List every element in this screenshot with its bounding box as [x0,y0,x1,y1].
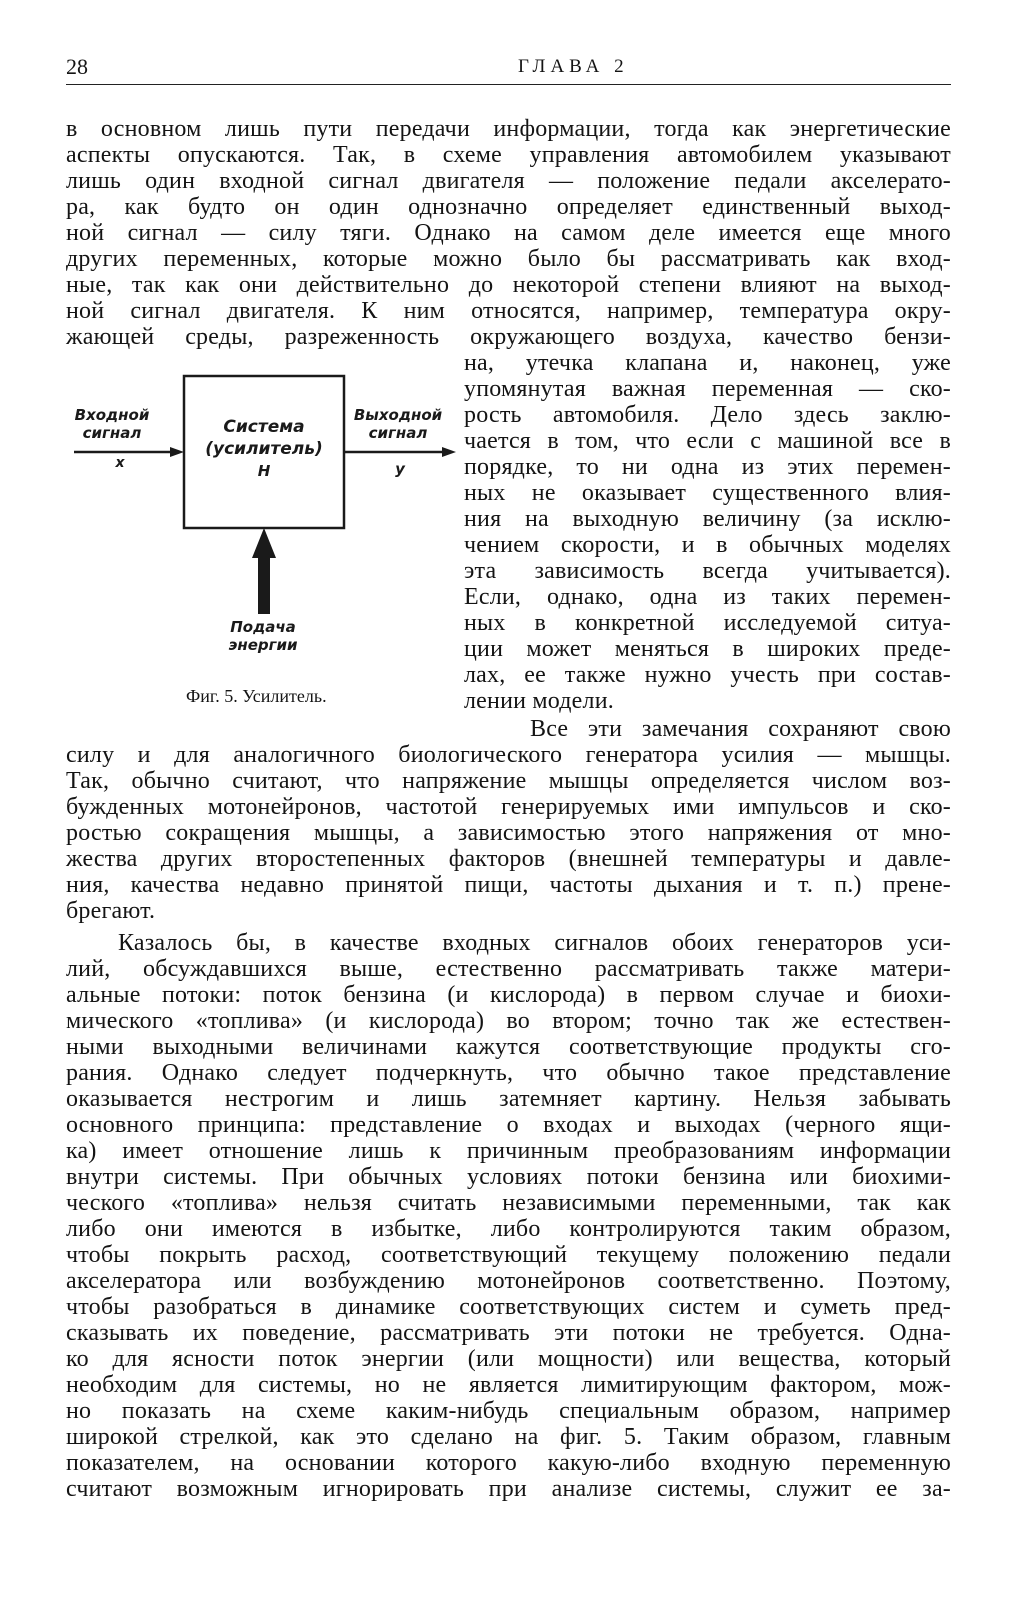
output-arrowhead [442,447,456,457]
text-line: Если, однако, одна из таких перемен- [464,584,951,610]
text-line: сказывать их поведение, рассматривать эти потоки не требуется. Одна- [66,1320,951,1346]
text-line: бужденных мотонейронов, частотой генерируемых ими импульсов и ско- [66,794,951,820]
text-line: альные потоки: поток бензина (и кислорода) в первом случае и биохи- [66,982,951,1008]
power-label-line-2: энергии [228,636,298,654]
output-label-line-1: Выходной [353,406,443,424]
page-header [66,50,951,85]
text-line: эта зависимость всегда учитывается). [464,558,951,584]
text-line: необходим для системы, но не является лимитирующим фактором, мож- [66,1372,951,1398]
figure-amplifier-diagram [66,368,458,718]
text-line: ные, так как они действительно до некоторой степени влияют на выход- [66,272,951,298]
running-head: ГЛАВА 2 [518,56,629,77]
text-line: оказывается нестрогим и лишь затемняет картину. Нельзя забывать [66,1086,951,1112]
system-label [186,416,342,482]
text-line: чается в том, что если с машиной все в [464,428,951,454]
text-line: либо они имеются в избытке, либо контролируются таким образом, [66,1216,951,1242]
text-line: но показать на схеме каким-нибудь специальным образом, например [66,1398,951,1424]
text-line: Казалось бы, в качестве входных сигналов обоих генераторов уси- [118,930,951,956]
text-line: акселератора или возбуждению мотонейронов соответственно. Поэтому, [66,1268,951,1294]
text-line: считают возможным игнорировать при анализе системы, служит ее за- [66,1476,951,1502]
text-line: основного принципа: представление о входах и выходах (черного ящи- [66,1112,951,1138]
text-line: лий, обсуждавшихся выше, естественно рассматривать также матери- [66,956,951,982]
text-line: ных в конкретной исследуемой ситуа- [464,610,951,636]
text-line: чтобы разобраться в динамике соответствующих систем и суметь пред- [66,1294,951,1320]
power-arrow-shaft [258,554,270,614]
text-line: аспекты опускаются. Так, в схеме управления автомобилем указывают [66,142,951,168]
text-line: Все эти замечания сохраняют свою [530,716,951,742]
input-label-line-1: Входной [74,406,150,424]
output-variable: y [395,460,405,478]
input-arrowhead [170,447,184,457]
system-variable: H [257,462,271,480]
text-line: чением скорости, и в обычных моделях [464,532,951,558]
text-line: широкой стрелкой, как это сделано на фиг. 5. Таким образом, главным [66,1424,951,1450]
text-line: Так, обычно считают, что напряжение мышцы определяется числом воз- [66,768,951,794]
text-line: ра, как будто он один однозначно определяет единственный выход- [66,194,951,220]
text-line: ческого «топлива» нельзя считать независимыми переменными, так как [66,1190,951,1216]
system-label-line-1: Система [223,417,305,437]
text-line: жающей среды, разреженность окружающего воздуха, качество бензи- [66,324,951,350]
page-number: 28 [66,54,88,79]
text-line: ка) имеет отношение лишь к причинным преобразованиям информации [66,1138,951,1164]
text-line: ния на выходную величину (за исклю- [464,506,951,532]
text-line: рания. Однако следует подчеркнуть, что обычно такое представление [66,1060,951,1086]
text-line: ния, качества недавно принятой пищи, частоты дыхания и т. п.) прене- [66,872,951,898]
power-arrowhead [252,528,276,558]
text-line: ко для ясности поток энергии (или мощности) или вещества, который [66,1346,951,1372]
text-line: ной сигнал — силу тяги. Однако на самом деле имеется еще много [66,220,951,246]
text-line: порядке, то ни одна из этих перемен- [464,454,951,480]
text-line: лах, ее также нужно учесть при состав- [464,662,951,688]
power-supply-label [218,618,308,654]
text-line: ных не оказывает существенного влия- [464,480,951,506]
text-line: упомянутая важная переменная — ско- [464,376,951,402]
power-label-line-1: Подача [230,618,296,636]
text-line: показателем, на основании которого какую-либо входную переменную [66,1450,951,1476]
text-line: других переменных, которые можно было бы рассматривать как вход- [66,246,951,272]
input-label [70,406,154,442]
output-label-line-2: сигнал [368,424,428,442]
text-line: лишь один входной сигнал двигателя — положение педали акселерато- [66,168,951,194]
text-line: мического «топлива» (и кислорода) во втором; точно так же естествен- [66,1008,951,1034]
text-line: жества других второстепенных факторов (внешней температуры и давле- [66,846,951,872]
text-line: ростью сокращения мышцы, а зависимостью этого напряжения от мно- [66,820,951,846]
text-line: рость автомобиля. Дело здесь заклю- [464,402,951,428]
text-line: внутри системы. При обычных условиях потоки бензина или биохими- [66,1164,951,1190]
text-line: в основном лишь пути передачи информации, тогда как энергетические [66,116,951,142]
input-variable: x [115,455,125,471]
system-label-line-2: (усилитель) [205,439,323,459]
text-line: лении модели. [464,688,614,714]
text-line: чтобы покрыть расход, соответствующий текущему положению педали [66,1242,951,1268]
text-line: брегают. [66,898,156,924]
text-line: ной сигнал двигателя. К ним относятся, например, температура окру- [66,298,951,324]
input-label-line-2: сигнал [82,424,142,442]
output-label [350,406,446,442]
text-line: силу и для аналогичного биологического генератора усилия — мышцы. [66,742,951,768]
figure-caption: Фиг. 5. Усилитель. [186,686,327,706]
text-line: ции может меняться в широких преде- [464,636,951,662]
text-line: на, утечка клапана и, наконец, уже [464,350,951,376]
text-line: ными выходными величинами кажутся соответствующие продукты сго- [66,1034,951,1060]
